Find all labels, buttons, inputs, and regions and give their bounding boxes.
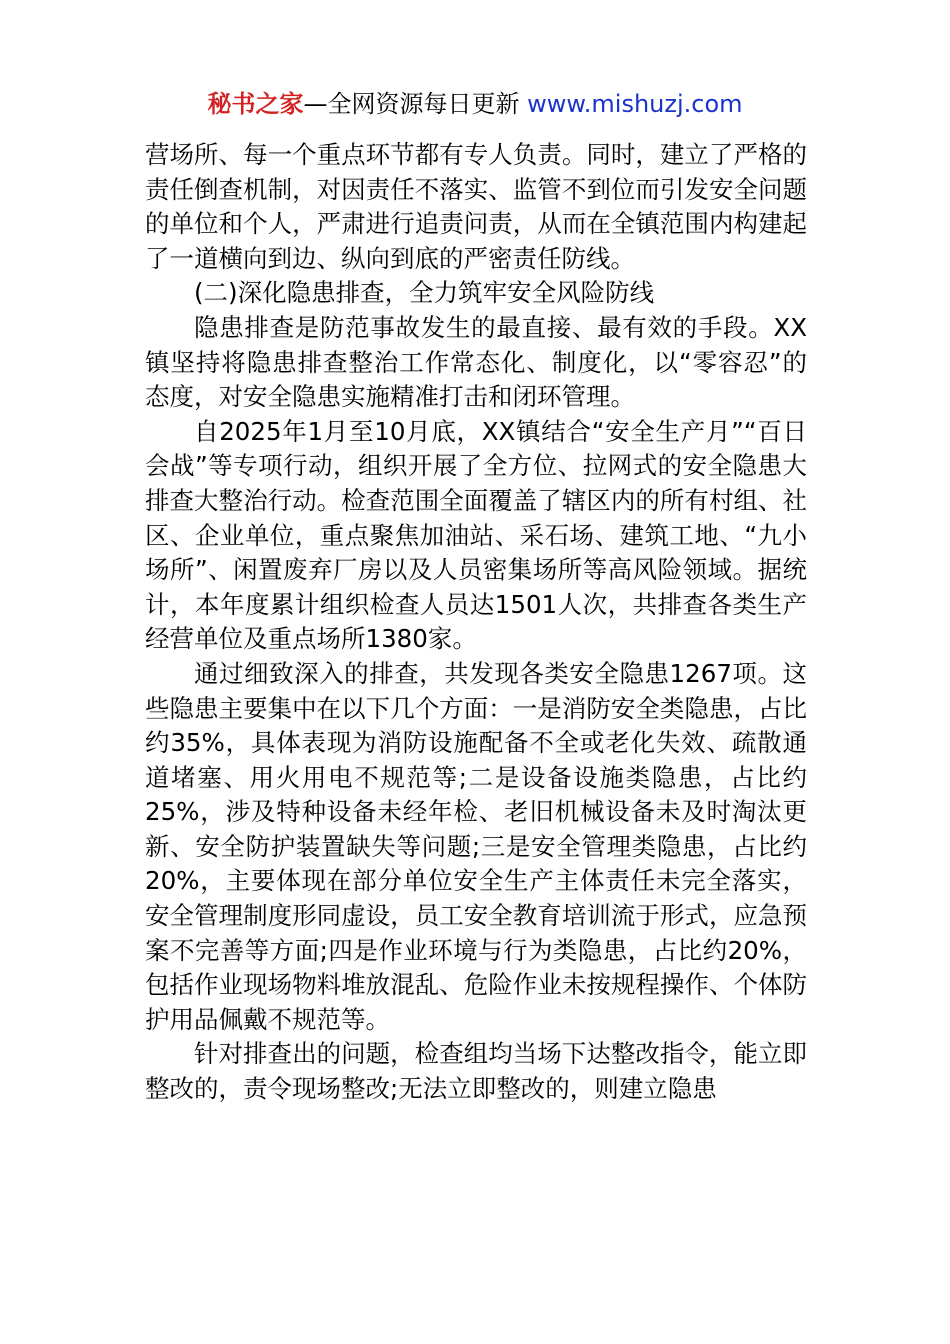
header-brand: 秘书之家 xyxy=(207,90,304,118)
page-header xyxy=(0,86,950,122)
paragraph: 自2025年1月至10月底，XX镇结合“安全生产月”“百日会战”等专项行动，组织开展了全方位、拉网式的安全隐患大排查大整治行动。检查范围全面覆盖了辖区内的所有村组、社区、企业单位，重点聚焦加油站、采石场、建筑工地、“九小场所”、闲置废弃厂房以及人员密集场所等高风险领域。据统计，本年度累计组织检查人员达1501人次，共排查各类生产经营单位及重点场所1380家。 xyxy=(145,416,807,654)
paragraph-continuation: 营场所、每一个重点环节都有专人负责。同时，建立了严格的责任倒查机制，对因责任不落实、监管不到位而引发安全问题的单位和个人，严肃进行追责问责，从而在全镇范围内构建起了一道横向到边、纵向到底的严密责任防线。 xyxy=(145,140,807,273)
header-tagline: —全网资源每日更新 xyxy=(303,90,528,118)
paragraph: 针对排查出的问题，检查组均当场下达整改指令，能立即整改的，责令现场整改;无法立即整改的，则建立隐患 xyxy=(145,1039,807,1104)
section-heading: (二)深化隐患排查，全力筑牢安全风险防线 xyxy=(194,278,655,308)
paragraph: 隐患排查是防范事故发生的最直接、最有效的手段。XX镇坚持将隐患排查整治工作常态化、制度化，以“零容忍”的态度，对安全隐患实施精准打击和闭环管理。 xyxy=(145,312,807,412)
paragraph: 通过细致深入的排查，共发现各类安全隐患1267项。这些隐患主要集中在以下几个方面：一是消防安全类隐患，占比约35%，具体表现为消防设施配备不全或老化失效、疏散通道堵塞、用火用电不规范等;二是设备设施类隐患，占比约25%，涉及特种设备未经年检、老旧机械设备未及时淘汰更新、安全防护装置缺失等问题;三是安全管理类隐患，占比约20%，主要体现在部分单位安全生产主体责任未完全落实，安全管理制度形同虚设，员工安全教育培训流于形式，应急预案不完善等方面;四是作业环境与行为类隐患，占比约20%，包括作业现场物料堆放混乱、危险作业未按规程操作、个体防护用品佩戴不规范等。 xyxy=(145,658,807,1034)
header-url-link[interactable]: www.mishuzj.com xyxy=(527,90,743,118)
document-body xyxy=(145,138,807,1107)
